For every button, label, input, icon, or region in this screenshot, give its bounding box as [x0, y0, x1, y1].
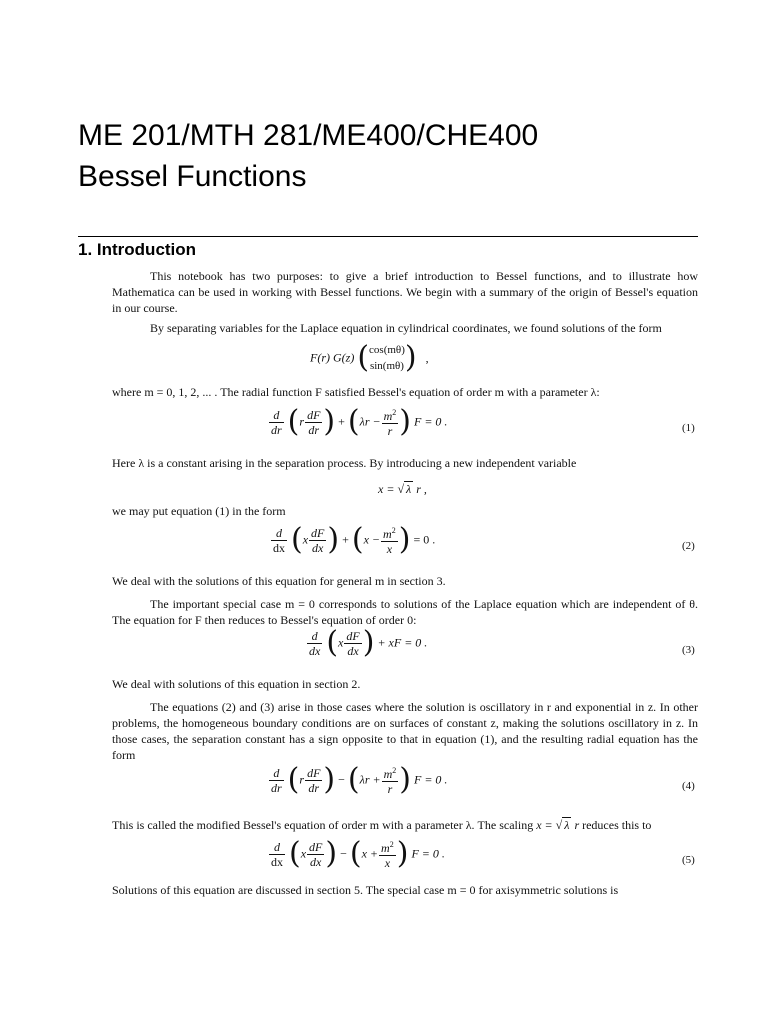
eq4-exp: 2 — [392, 766, 397, 775]
eq4-m: m — [383, 767, 393, 781]
eq3-dF: dF — [346, 628, 360, 643]
eq1-tail: F = 0 . — [413, 414, 448, 429]
equation-substitution: x = √ λ r , — [378, 482, 427, 496]
eq5-m: m — [381, 841, 390, 855]
paragraph-10-lambda: λ — [564, 818, 570, 832]
equation-4: $\frac{d}{dr}$ (r $\frac{dF}{dr}$ ) − (λr + $\frac{m^2}{r}$ ) F = 0 . — [271, 762, 448, 797]
title-line-2: Bessel Functions — [78, 160, 307, 193]
equation-number-1: (1) — [682, 422, 695, 434]
eq3-dx: dx — [309, 643, 321, 658]
paragraph-10-end: reduces this to — [579, 818, 652, 832]
equation-5: $\frac{d}{dx}$ (x $\frac{dF}{dx}$ ) − (x + $\frac{m^2}{x}$ ) F = 0 . — [271, 836, 445, 871]
eq2-tail: = 0 . — [413, 532, 436, 547]
paragraph-11: Solutions of this equation are discussed in section 5. The special case m = 0 for axisymmetric solutions is — [112, 883, 619, 897]
paragraph-10-start: This is called the modified Bessel's equation of order m with a parameter λ. The scaling — [112, 818, 537, 832]
eq2-dF: dF — [311, 525, 325, 540]
eq5-exp: 2 — [389, 840, 394, 849]
eq5-dx2: dx — [310, 854, 322, 869]
eq4-minus: − — [338, 772, 345, 787]
eq1-exp: 2 — [392, 408, 397, 417]
eq2-exp: 2 — [391, 526, 396, 535]
eq1-dF: dF — [307, 407, 321, 422]
eq5-dx: dx — [271, 854, 283, 869]
equation-3: $\frac{d}{dx}$ (x $\frac{dF}{dx}$ ) + xF = 0 . — [309, 625, 428, 660]
eq2-dx: dx — [273, 540, 285, 555]
eq0-sin: sin(mθ) — [369, 360, 404, 372]
eq5-d: d — [269, 840, 285, 855]
equation-number-5: (5) — [682, 854, 695, 866]
paragraph-8: We deal with solutions of this equation in section 2. — [112, 677, 361, 691]
eq0-cos: cos(mθ) — [369, 344, 405, 356]
eq5-dF: dF — [309, 839, 323, 854]
eq4-r: r — [299, 772, 305, 787]
eq1-m: m — [383, 409, 393, 423]
eq3-tail: + xF = 0 . — [377, 635, 428, 650]
eqx-lhs: x = — [378, 482, 398, 496]
title-line-1: ME 201/MTH 281/ME400/CHE400 — [78, 119, 539, 152]
equation-number-3: (3) — [682, 644, 695, 656]
paragraph-1: This notebook has two purposes: to give a brief introduction to Bessel functions, and to illustrate how Mathematica can be used in working with Bessel functions. We begin with a summary of the origin of Bessel's equation in our course. — [112, 269, 698, 315]
eq2-m: m — [383, 527, 392, 541]
eq3-d: d — [307, 629, 322, 644]
equation-2: $\frac{d}{dx}$ (x $\frac{dF}{dx}$ ) + (x − $\frac{m^2}{x}$ ) = 0 . — [273, 522, 436, 557]
paragraph-6: We deal with the solutions of this equation for general m in section 3. — [112, 574, 446, 588]
eq1-r: r — [299, 414, 305, 429]
paragraph-2: By separating variables for the Laplace equation in cylindrical coordinates, we found solutions of the form — [150, 321, 662, 335]
section-divider — [78, 236, 698, 237]
eq1-plus: + — [338, 414, 345, 429]
paragraph-5: we may put equation (1) in the form — [112, 504, 286, 518]
equation-number-2: (2) — [682, 540, 695, 552]
paragraph-4: Here λ is a constant arising in the separation process. By introducing a new independent variable — [112, 456, 577, 470]
paragraph-10: This is called the modified Bessel's equation of order m with a parameter λ. The scaling x = √ λ r reduces this to — [112, 818, 652, 832]
eq1-rden: r — [387, 424, 393, 438]
eq5-x-plus: x + — [361, 846, 379, 861]
eq3-dx2: dx — [347, 643, 359, 658]
eq4-lambda-r: λr + — [359, 772, 381, 787]
eq5-xden: x — [384, 856, 391, 870]
paragraph-7: The important special case m = 0 corresponds to solutions of the Laplace equation which are independent of θ. The equation for F then reduces to Bessel's equation of order 0: — [112, 597, 698, 627]
eq5-x: x — [300, 846, 307, 861]
eq4-dr2: dr — [308, 780, 320, 795]
equation-separated-form: F(r) G(z) ( cos(mθ) sin(mθ) ) , — [310, 340, 429, 375]
eq4-tail: F = 0 . — [413, 772, 448, 787]
eq2-x: x — [302, 532, 309, 547]
eq0-tail: , — [425, 350, 429, 365]
paragraph-10-x: x = — [536, 818, 556, 832]
eq1-d: d — [269, 408, 284, 423]
eq2-plus: + — [342, 532, 349, 547]
eqx-tail: r , — [413, 482, 427, 496]
eq5-tail: F = 0 . — [411, 846, 445, 861]
paragraph-3: where m = 0, 1, 2, ... . The radial function F satisfied Bessel's equation of order m with a parameter λ: — [112, 385, 600, 399]
eq1-dr2: dr — [308, 422, 320, 437]
eq4-dF: dF — [307, 765, 321, 780]
section-heading: 1. Introduction — [78, 240, 197, 259]
paragraph-9: The equations (2) and (3) arise in those cases where the solution is oscillatory in r and exponential in z. In other problems, the homogeneous boundary conditions are on surfaces of constant z, making the solutions oscillatory in z. In those cases, the separation constant has a sign opposite to that in equation (1), and the resulting radial equation has the form — [112, 700, 698, 762]
eq2-d: d — [271, 526, 287, 541]
eq3-x: x — [338, 635, 344, 650]
equation-1: $\frac{d}{dr}$ (r $\frac{dF}{dr}$ ) + (λr − $\frac{m^2}{r}$ ) F = 0 . — [271, 404, 448, 439]
eq4-rden: r — [387, 782, 393, 796]
eq5-minus: − — [340, 846, 347, 861]
eq1-dr: dr — [271, 422, 282, 437]
eq2-xden: x — [386, 542, 393, 556]
paragraph-10-r: r — [571, 818, 580, 832]
eq0-lhs: F(r) G(z) — [310, 350, 355, 365]
equation-number-4: (4) — [682, 780, 695, 792]
eq4-dr: dr — [271, 780, 282, 795]
eqx-lambda: λ — [406, 482, 412, 496]
eq2-x-minus: x − — [363, 532, 381, 547]
eq2-dx2: dx — [312, 540, 324, 555]
eq1-lambda-r: λr − — [359, 414, 381, 429]
eq4-d: d — [269, 766, 284, 781]
